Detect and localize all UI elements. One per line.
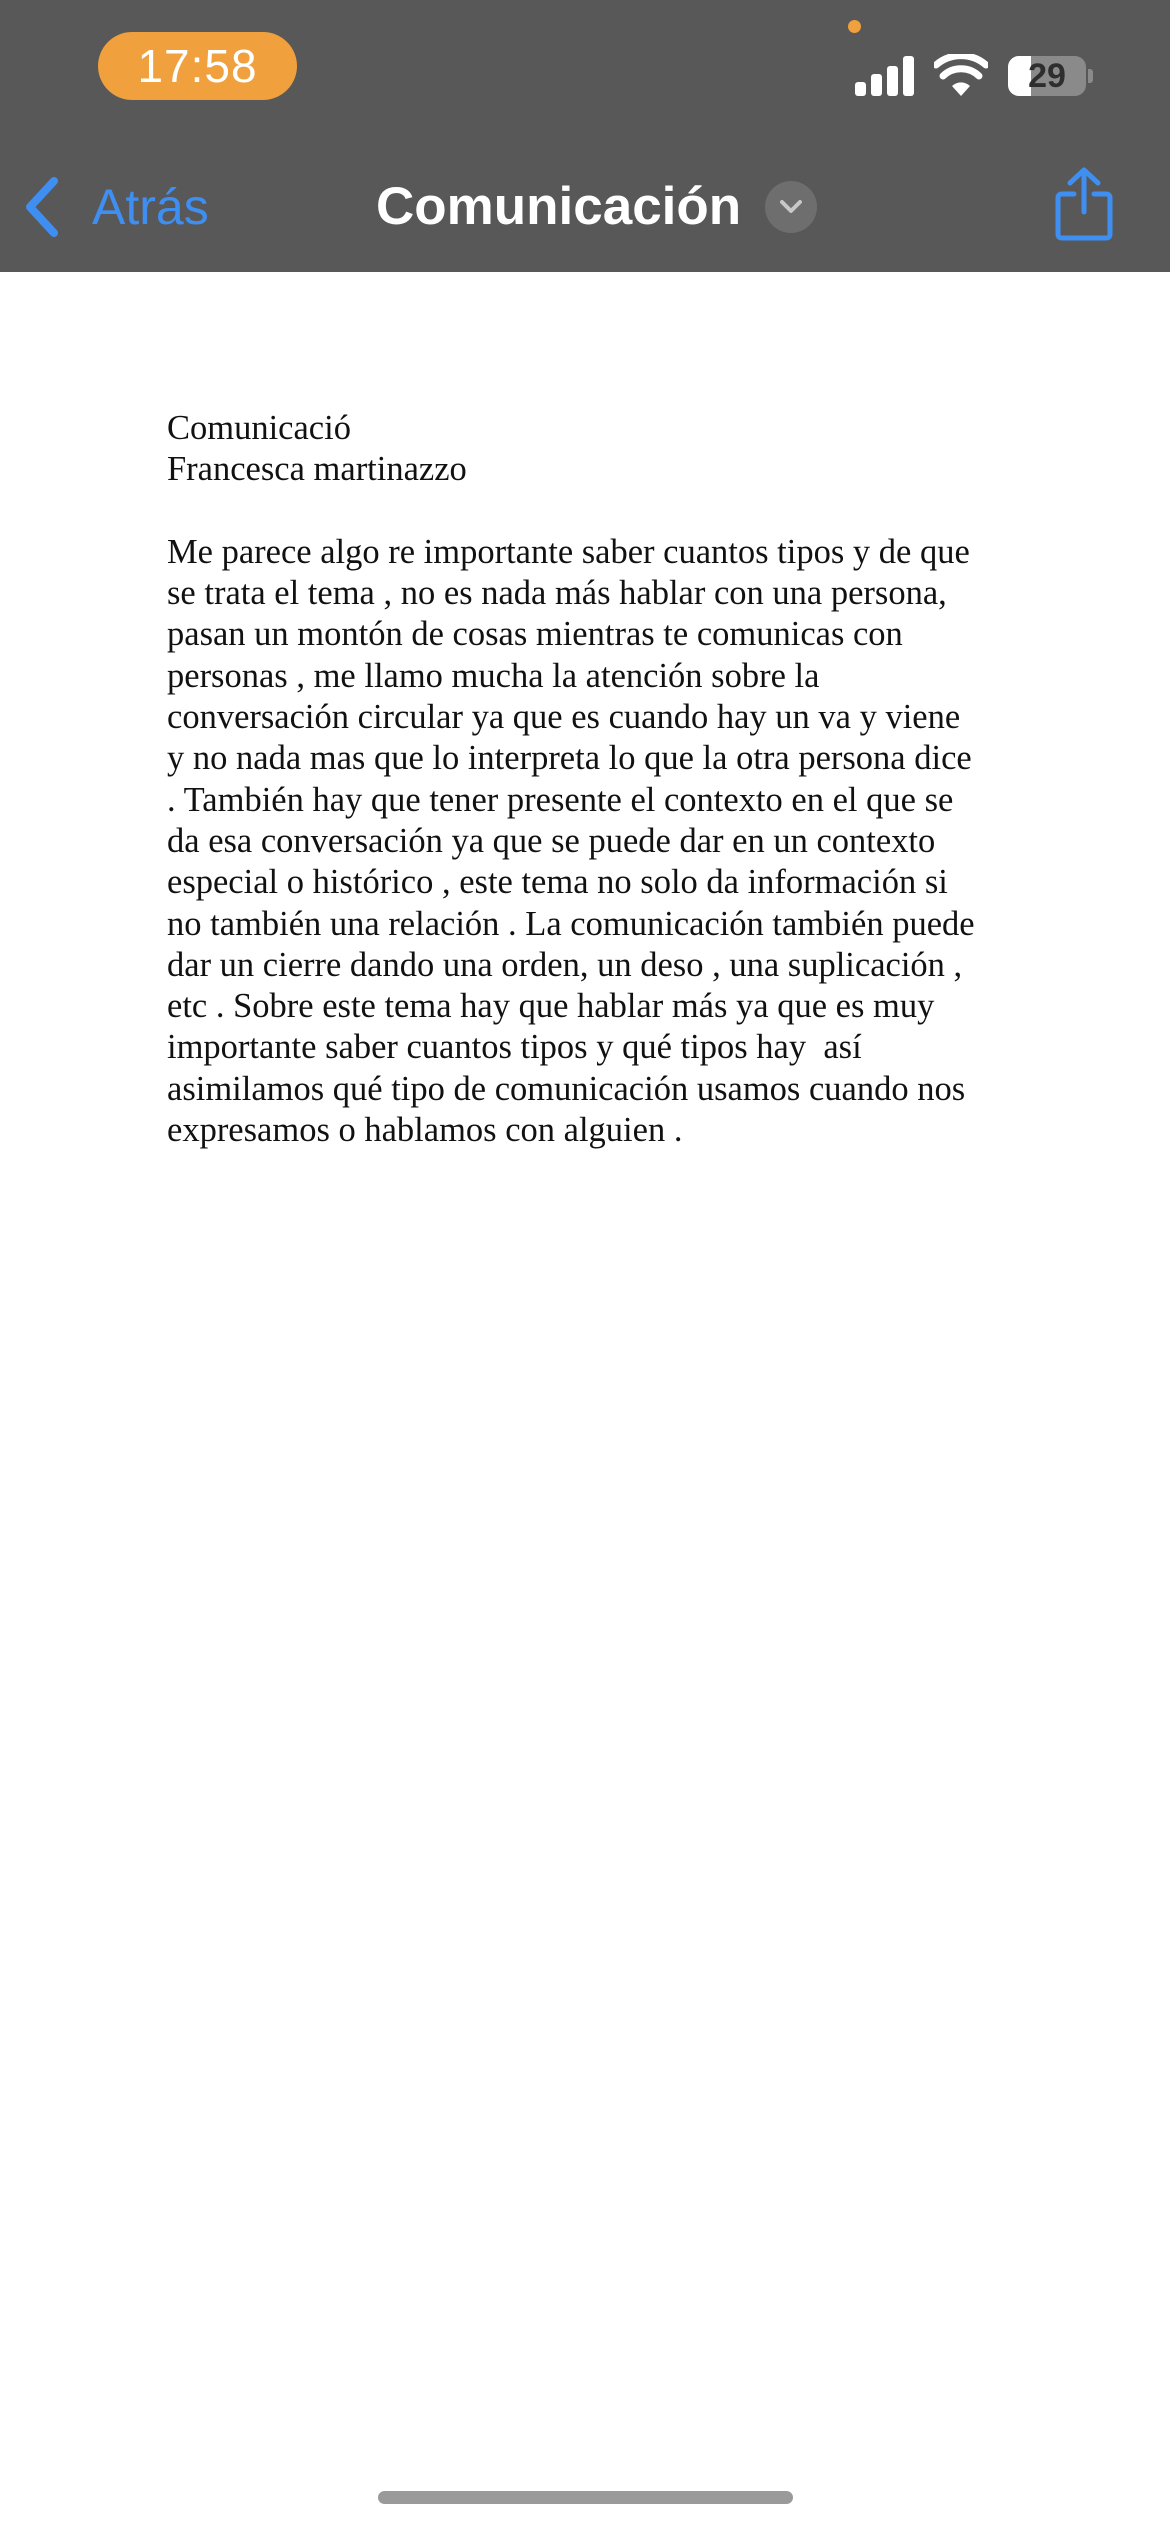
document-body-line: da esa conversación ya que se puede dar en un contexto [167,821,936,860]
privacy-indicator-dot [848,20,861,33]
cellular-signal-icon [855,56,915,96]
wifi-icon [934,54,988,98]
title-menu-button[interactable] [765,181,817,233]
document-title-line: Comunicació [167,409,351,447]
document-body-line: se trata el tema , no es nada más hablar con una persona, [167,574,947,613]
top-bar [0,0,1170,272]
document-body-line: conversación circular ya que es cuando hay un va y viene [167,698,961,737]
back-button[interactable] [22,172,209,242]
document-body-line: . También hay que tener presente el contexto en el que se [167,780,954,819]
status-time: 17:58 [98,32,297,100]
chevron-down-icon [778,199,804,215]
back-label: Atrás [92,179,209,235]
document-body-line: y no nada mas que lo interpreta lo que la otra persona dice [167,739,972,778]
document-body-line: expresamos o hablamos con alguien . [167,1111,683,1150]
document-body-line: importante saber cuantos tipos y qué tipos hay así [167,1028,862,1067]
battery-icon [1008,56,1086,96]
share-icon[interactable] [1054,166,1114,242]
battery-level: 29 [1028,57,1066,95]
page-title: Comunicación [376,177,742,236]
document-body-line: Me parece algo re importante saber cuantos tipos y de que [167,532,970,571]
battery-tip [1088,69,1093,83]
document-body [167,532,1027,1151]
title-group [376,172,817,242]
document-body-line: pasan un montón de cosas mientras te comunicas con [167,615,903,654]
document-author-line: Francesca martinazzo [167,450,467,489]
document-body-line: asimilamos qué tipo de comunicación usamos cuando nos [167,1069,966,1108]
chevron-left-icon [22,176,62,238]
document-body-line: no también una relación . La comunicación también puede [167,904,975,943]
document-body-line: personas , me llamo mucha la atención sobre la [167,656,820,695]
document-body-line: dar un cierre dando una orden, un deso , una suplicación , [167,945,963,984]
document-body-line: etc . Sobre este tema hay que hablar más ya que es muy [167,987,935,1026]
document-body-line: especial o histórico , este tema no solo da información si [167,863,948,902]
document-content [167,408,1027,1151]
home-indicator [378,2491,793,2504]
